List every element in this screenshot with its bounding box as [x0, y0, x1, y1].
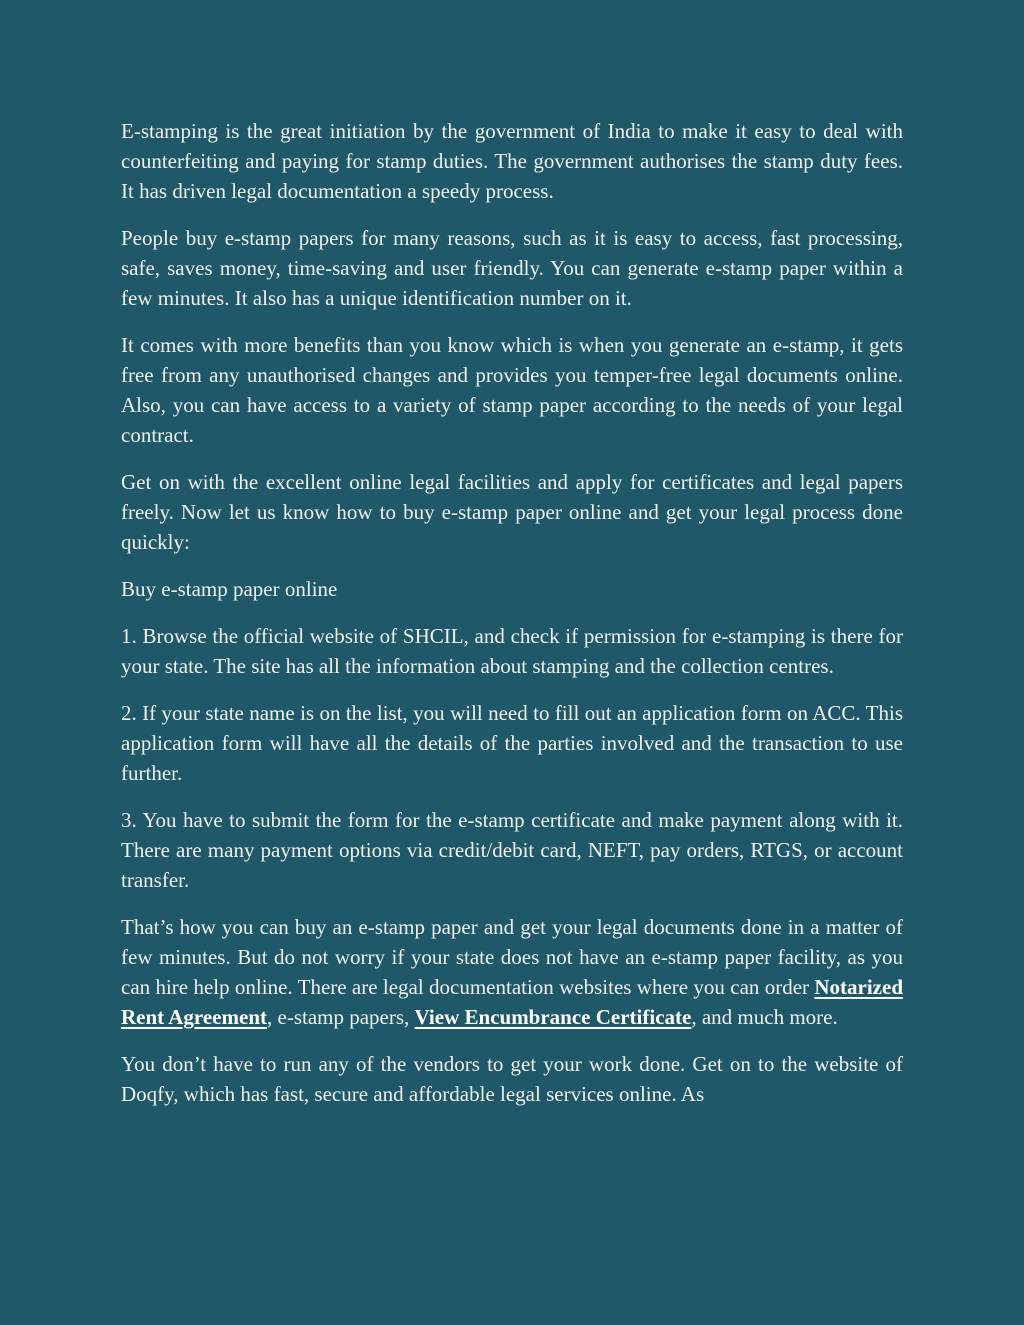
view-encumbrance-certificate-link[interactable]: View Encumbrance Certificate [414, 1005, 692, 1029]
notarized-rent-agreement-link[interactable]: Notarized Rent Agreement [121, 975, 903, 1029]
benefits-paragraph: It comes with more benefits than you know which is when you generate an e-stamp, it gets free from any unauthorised changes and provides you temper-free legal documents online. Also, you can have access to a variety of stamp paper according to the needs of your legal contract. [121, 333, 903, 447]
doqfy-paragraph: You don’t have to run any of the vendors to get your work done. Get on to the website of Doqfy, which has fast, secure and affordable legal services online. As [121, 1052, 903, 1106]
conclusion-paragraph [121, 912, 903, 1032]
intro-paragraph: E-stamping is the great initiation by the government of India to make it easy to deal with counterfeiting and paying for stamp duties. The government authorises the stamp duty fees. It has driven legal documentation a speedy process. [121, 119, 903, 203]
step-2-paragraph: 2. If your state name is on the list, you will need to fill out an application form on ACC. This application form will have all the details of the parties involved and the transaction to use further. [121, 701, 903, 785]
step-1-paragraph: 1. Browse the official website of SHCIL, and check if permission for e-stamping is there for your state. The site has all the information about stamping and the collection centres. [121, 624, 903, 678]
reasons-paragraph: People buy e-stamp papers for many reasons, such as it is easy to access, fast processing, safe, saves money, time-saving and user friendly. You can generate e-stamp paper within a few minutes. It also has a unique identification number on it. [121, 226, 903, 310]
step-3-paragraph: 3. You have to submit the form for the e-stamp certificate and make payment along with it. There are many payment options via credit/debit card, NEFT, pay orders, RTGS, or account transfer. [121, 808, 903, 892]
section-heading: Buy e-stamp paper online [121, 577, 338, 601]
conclusion-text-2: , e-stamp papers, [267, 1005, 415, 1029]
conclusion-text-3: , and much more. [691, 1005, 838, 1029]
conclusion-text-1: That’s how you can buy an e-stamp paper and get your legal documents done in a matter of few minutes. But do not worry if your state does not have an e-stamp paper facility, as you can hire help online. There are legal documentation websites where you can order [121, 915, 903, 999]
facilities-paragraph: Get on with the excellent online legal facilities and apply for certificates and legal papers freely. Now let us know how to buy e-stamp paper online and get your legal process done quickly: [121, 470, 903, 554]
document-page [121, 116, 903, 1126]
